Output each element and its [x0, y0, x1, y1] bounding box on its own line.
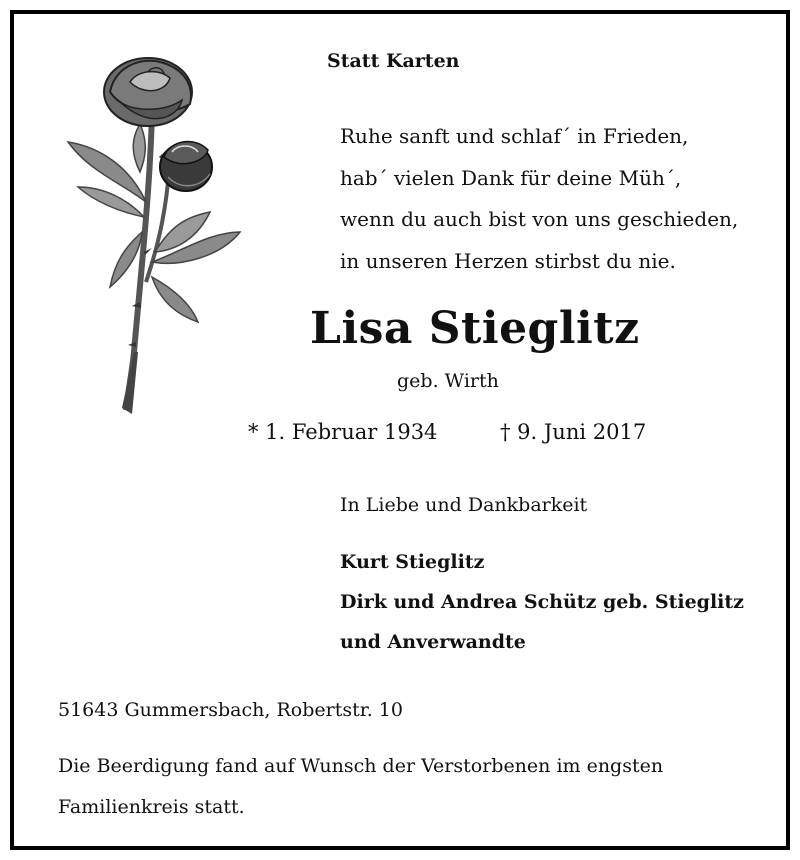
statt-karten-label: Statt Karten — [327, 50, 460, 72]
poem-line: Ruhe sanft und schlaf´ in Frieden, — [340, 124, 689, 148]
funeral-notice — [58, 746, 758, 828]
poem — [340, 116, 738, 282]
death-date: † 9. Juni 2017 — [500, 420, 647, 444]
mourners-list — [340, 542, 744, 662]
maiden-name: geb. Wirth — [397, 370, 499, 392]
mourners-intro: In Liebe und Dankbarkeit — [340, 494, 588, 516]
rose-illustration — [60, 52, 260, 422]
poem-line: wenn du auch bist von uns geschieden, — [340, 207, 739, 231]
mourner-line: Dirk und Andrea Schütz geb. Stieglitz — [340, 591, 744, 613]
poem-line: hab´ vielen Dank für deine Müh´, — [340, 165, 682, 190]
notice-line: Die Beerdigung fand auf Wunsch der Verstorbenen im engsten — [58, 755, 664, 777]
address: 51643 Gummersbach, Robertstr. 10 — [58, 699, 403, 721]
deceased-name: Lisa Stieglitz — [310, 303, 640, 354]
mourner-line: und Anverwandte — [340, 631, 526, 653]
poem-line: in unseren Herzen stirbst du nie. — [340, 248, 676, 273]
birth-date: * 1. Februar 1934 — [248, 420, 438, 444]
notice-line: Familienkreis statt. — [58, 796, 245, 818]
mourner-line: Kurt Stieglitz — [340, 551, 485, 573]
